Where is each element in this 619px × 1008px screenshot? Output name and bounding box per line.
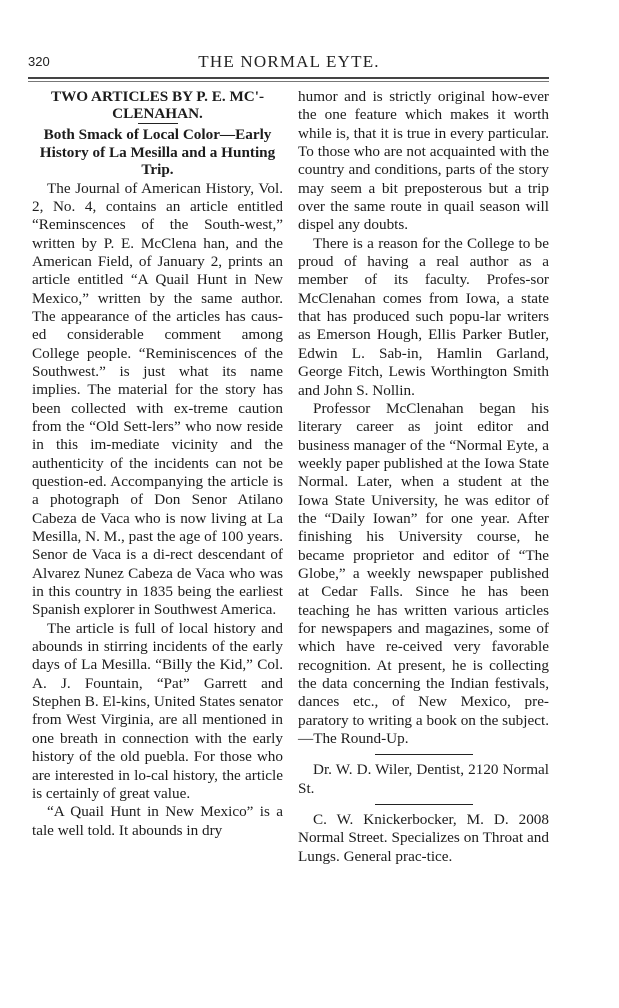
- headline-divider: [138, 123, 178, 124]
- article-paragraph: The Journal of American History, Vol. 2, No. 4, contains an article entitled “Reminscences of the South-west,” written by P. E. McClena han, and the American Field, of January 2, prints an article entitled “A Quail Hunt in New Mexico,” written by the same author. The appearance of the articles has caus-ed considerable comment among College people. “Reminiscences of the Southwest.” is just what its name implies. The material for the story has been collected with ex-treme caution from the “Old Sett-lers” who now reside in this im-mediate vicinity and the authenticity of the incidents can not be question-ed. Accompanying the article is a photograph of Don Senor Atilano Cabeza de Vaca who is now living at La Mesilla, N. M., past the age of 100 years. Senor de Vaca is a di-rect descendant of Alvarez Nunez Cabeza de Vaca who was in this country in 1835 being the earliest Spanish explorer in Southwest America.: [32, 179, 283, 619]
- article-paragraph: Professor McClenahan began his literary career as joint editor and business manager of the “Normal Eyte, a weekly paper published at the Iowa State Normal. Later, when a student at the Iowa State University, he was editor of the “Daily Iowan” for one year. After finishing his University course, he became proprietor and editor of “The Globe,” a weekly newspaper published at Cedar Falls. Since he has been teaching he has written various articles for newspapers and magazines, some of which have re-ceived very favorable recognition. At present, he is collecting the data concerning the Indian festivals, dances etc., of New Mexico, pre-paratory to writing a book on the subject.—The Round-Up.: [298, 399, 549, 748]
- article-paragraph: There is a reason for the College to be proud of having a real author as a member of its faculty. Profes-sor McClenahan comes from Iowa, a state that has produced such popu-lar writers as Emerson Hough, Ellis Parker Butler, Edwin L. Sab-in, Hamlin Garland, George Fitch, Lewis Worthington Smith and John S. Nollin.: [298, 234, 549, 399]
- article-headline: TWO ARTICLES BY P. E. MC'-CLENAHAN.: [50, 88, 265, 122]
- section-divider: [375, 804, 473, 805]
- notice-physician: C. W. Knickerbocker, M. D. 2008 Normal Street. Specializes on Throat and Lungs. General prac-tice.: [298, 811, 549, 865]
- page-header: [28, 52, 550, 74]
- page-number: 320: [28, 54, 50, 69]
- article-paragraph: The article is full of local history and abounds in stirring incidents of the early days of La Mesilla. “Billy the Kid,” Col. A. J. Fountain, “Pat” Garrett and Stephen B. El-kins, United States senator from West Virginia, are all mentioned in one breath in connection with the early history of the old puebla. For those who are interested in lo-cal history, the article is certainly of great value.: [32, 619, 283, 802]
- article-paragraph-continued: humor and is strictly original how-ever the one feature which makes it worth while is, that it is true in every particular. To those who are not acquainted with the country and conditions, parts of the story may seem a bit preposterous but a trip over the same route in quail season will dispel any doubts.: [298, 88, 549, 234]
- article-subhead: Both Smack of Local Color—Early History of La Mesilla and a Hunting Trip.: [39, 126, 276, 178]
- left-column: [32, 88, 283, 840]
- section-divider: [375, 754, 473, 755]
- notice-dentist: Dr. W. D. Wiler, Dentist, 2120 Normal St.: [298, 761, 549, 797]
- running-title: THE NORMAL EYTE.: [198, 52, 380, 71]
- header-double-rule: [28, 77, 549, 82]
- article-paragraph: “A Quail Hunt in New Mexico” is a tale well told. It abounds in dry: [32, 803, 283, 839]
- right-column: [298, 88, 549, 866]
